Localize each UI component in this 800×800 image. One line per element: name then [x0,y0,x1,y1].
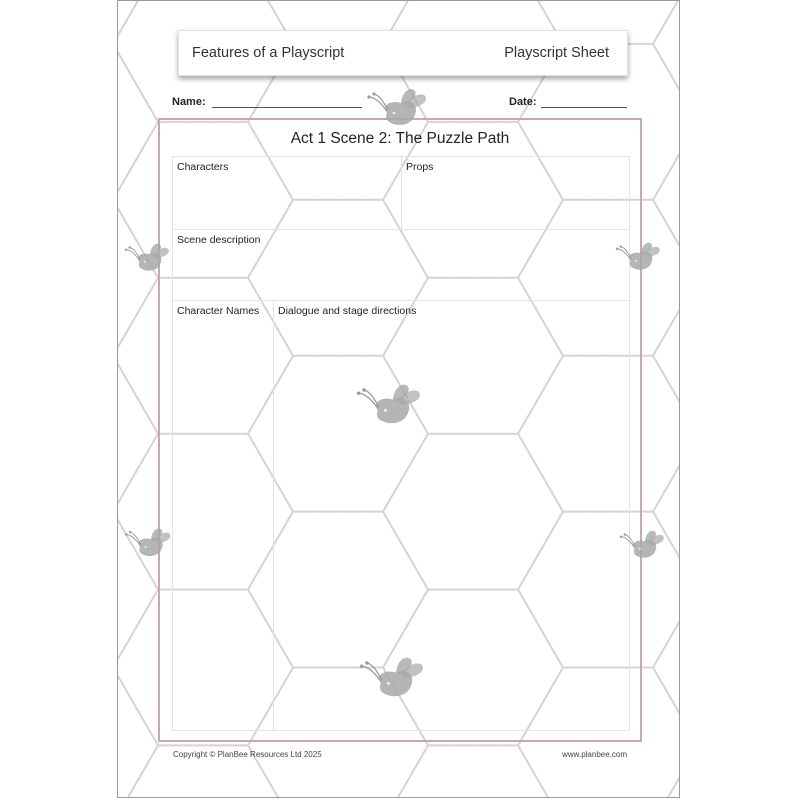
hexagon-outline [653,590,680,746]
bee-icon [353,647,439,709]
date-label: Date: [509,96,537,108]
props-box[interactable] [401,156,630,230]
hexagon-outline [383,745,563,798]
scene-description-label: Scene description [177,234,261,246]
hexagon-outline [653,278,680,434]
character-names-column[interactable] [172,300,274,731]
hexagon-outline [118,668,158,799]
sheet-type-title: Playscript Sheet [504,45,609,61]
hexagon-outline [118,356,158,512]
props-label: Props [406,161,434,173]
scene-description-box[interactable] [172,229,630,301]
name-write-line[interactable] [212,107,362,108]
dialogue-label: Dialogue and stage directions [278,305,417,317]
characters-box[interactable] [172,156,402,230]
bee-icon [615,523,675,567]
bee-icon [361,83,441,133]
date-write-line[interactable] [541,107,627,108]
website-link[interactable]: www.planbee.com [562,750,627,759]
name-label: Name: [172,96,206,108]
characters-label: Characters [177,161,229,173]
hexagon-outline [653,745,680,798]
bee-icon [350,373,436,437]
copyright-text: Copyright © PlanBee Resources Ltd 2025 [173,750,322,759]
worksheet-topic-title: Features of a Playscript [192,45,345,61]
dialogue-column[interactable] [273,300,630,731]
hexagon-outline [118,44,158,200]
character-names-label: Character Names [177,305,260,317]
hexagon-outline [118,1,158,44]
bee-icon [611,235,671,279]
act-scene-title: Act 1 Scene 2: The Puzzle Path [290,130,510,147]
worksheet-page [117,0,680,798]
header-banner [178,30,628,76]
bee-icon [120,236,180,280]
bee-icon [120,521,182,565]
